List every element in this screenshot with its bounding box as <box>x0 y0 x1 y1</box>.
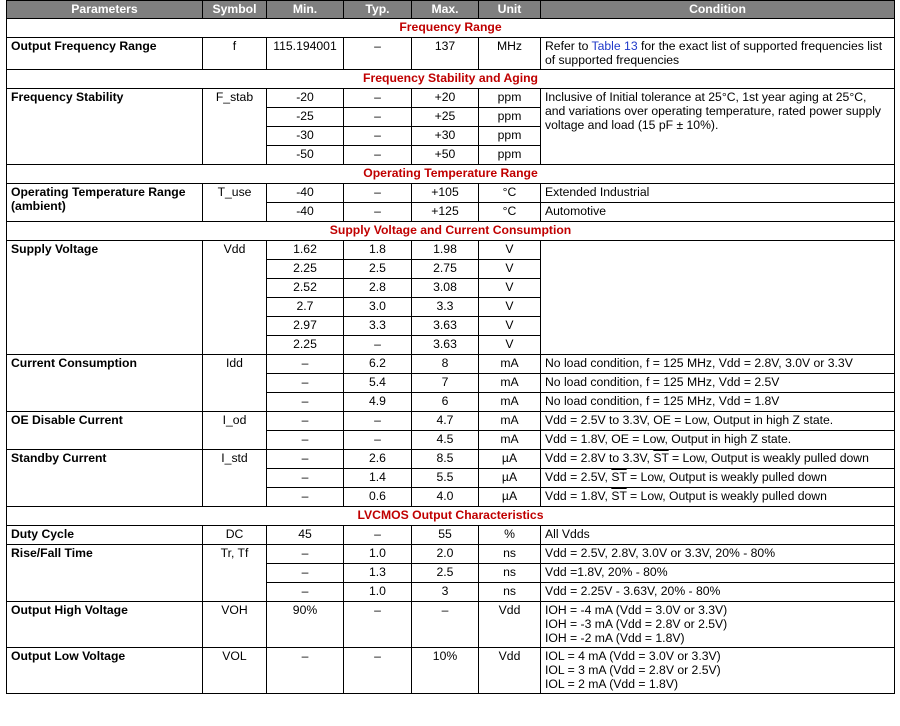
min-cell: – <box>267 583 344 602</box>
typ-cell: 1.0 <box>344 583 412 602</box>
param-name: Supply Voltage <box>7 241 203 355</box>
min-cell: 2.7 <box>267 298 344 317</box>
condition-cell <box>541 38 895 70</box>
unit-cell: µA <box>479 469 541 488</box>
table-row <box>7 648 895 694</box>
param-name: Duty Cycle <box>7 526 203 545</box>
unit-cell: µA <box>479 450 541 469</box>
unit-cell: °C <box>479 184 541 203</box>
unit-cell: ppm <box>479 89 541 108</box>
unit-cell: µA <box>479 488 541 507</box>
typ-cell: – <box>344 602 412 648</box>
condition-cell <box>541 450 895 469</box>
min-cell: – <box>267 545 344 564</box>
max-cell: 1.98 <box>412 241 479 260</box>
typ-cell: 1.3 <box>344 564 412 583</box>
condition-cell: No load condition, f = 125 MHz, Vdd = 1.8V <box>541 393 895 412</box>
header-max: Max. <box>412 1 479 19</box>
table-row <box>7 602 895 648</box>
symbol-cell: VOH <box>203 602 267 648</box>
max-cell: 6 <box>412 393 479 412</box>
max-cell: 7 <box>412 374 479 393</box>
min-cell: 2.25 <box>267 336 344 355</box>
typ-cell: – <box>344 203 412 222</box>
max-cell: +20 <box>412 89 479 108</box>
min-cell: – <box>267 564 344 583</box>
condition-cell: Vdd = 1.8V, OE = Low, Output in high Z state. <box>541 431 895 450</box>
unit-cell: % <box>479 526 541 545</box>
typ-cell: 1.8 <box>344 241 412 260</box>
max-cell: 3.08 <box>412 279 479 298</box>
min-cell: -20 <box>267 89 344 108</box>
header-row <box>7 1 895 19</box>
typ-cell: – <box>344 38 412 70</box>
min-cell: – <box>267 355 344 374</box>
unit-cell: V <box>479 241 541 260</box>
condition-line: IOL = 4 mA (Vdd = 3.0V or 3.3V) <box>545 649 721 663</box>
unit-cell: mA <box>479 412 541 431</box>
header-parameters: Parameters <box>7 1 203 19</box>
condition-text: = Low, Output is weakly pulled down <box>626 489 827 503</box>
symbol-cell: T_use <box>203 184 267 222</box>
section-row <box>7 507 895 526</box>
max-cell: 2.5 <box>412 564 479 583</box>
section-title: Frequency Range <box>7 19 895 38</box>
typ-cell: – <box>344 89 412 108</box>
condition-cell: All Vdds <box>541 526 895 545</box>
symbol-cell: I_od <box>203 412 267 450</box>
symbol-cell: Idd <box>203 355 267 412</box>
condition-cell <box>541 241 895 355</box>
min-cell: – <box>267 374 344 393</box>
unit-cell: Vdd <box>479 602 541 648</box>
max-cell: 5.5 <box>412 469 479 488</box>
min-cell: -40 <box>267 203 344 222</box>
symbol-cell: F_stab <box>203 89 267 165</box>
max-cell: 8 <box>412 355 479 374</box>
param-name: Output Frequency Range <box>7 38 203 70</box>
param-name: Output Low Voltage <box>7 648 203 694</box>
table-row <box>7 184 895 203</box>
min-cell: – <box>267 648 344 694</box>
condition-line: IOH = -2 mA (Vdd = 1.8V) <box>545 631 685 645</box>
min-cell: – <box>267 469 344 488</box>
max-cell: +25 <box>412 108 479 127</box>
param-name: Frequency Stability <box>7 89 203 165</box>
header-condition: Condition <box>541 1 895 19</box>
param-name: Current Consumption <box>7 355 203 412</box>
param-name: Rise/Fall Time <box>7 545 203 602</box>
unit-cell: V <box>479 260 541 279</box>
min-cell: 90% <box>267 602 344 648</box>
max-cell: 3.63 <box>412 336 479 355</box>
condition-cell: Vdd = 2.5V, 2.8V, 3.0V or 3.3V, 20% - 80% <box>541 545 895 564</box>
header-typ: Typ. <box>344 1 412 19</box>
max-cell: 4.7 <box>412 412 479 431</box>
condition-line: IOL = 3 mA (Vdd = 2.8V or 2.5V) <box>545 663 721 677</box>
max-cell: +105 <box>412 184 479 203</box>
typ-cell: 5.4 <box>344 374 412 393</box>
min-cell: – <box>267 412 344 431</box>
unit-cell: mA <box>479 431 541 450</box>
unit-cell: Vdd <box>479 648 541 694</box>
condition-text: Vdd = 2.8V to 3.3V, <box>545 451 654 465</box>
condition-text: Refer to <box>545 39 592 53</box>
typ-cell: 0.6 <box>344 488 412 507</box>
condition-cell: Vdd = 2.5V to 3.3V, OE = Low, Output in high Z state. <box>541 412 895 431</box>
st-overline-label: $\overline{ST}$ <box>611 489 627 503</box>
typ-cell: – <box>344 526 412 545</box>
condition-line: IOH = -3 mA (Vdd = 2.8V or 2.5V) <box>545 617 728 631</box>
condition-line: IOL = 2 mA (Vdd = 1.8V) <box>545 677 679 691</box>
unit-cell: ns <box>479 564 541 583</box>
unit-cell: mA <box>479 374 541 393</box>
param-name: OE Disable Current <box>7 412 203 450</box>
condition-cell: Extended Industrial <box>541 184 895 203</box>
section-row <box>7 19 895 38</box>
table-13-link[interactable]: Table 13 <box>591 39 638 53</box>
table-row <box>7 355 895 374</box>
section-title: Operating Temperature Range <box>7 165 895 184</box>
max-cell: +50 <box>412 146 479 165</box>
min-cell: 115.194001 <box>267 38 344 70</box>
table-row <box>7 450 895 469</box>
unit-cell: V <box>479 298 541 317</box>
symbol-cell: DC <box>203 526 267 545</box>
unit-cell: V <box>479 336 541 355</box>
symbol-cell: f <box>203 38 267 70</box>
typ-cell: 3.3 <box>344 317 412 336</box>
symbol-cell: I_std <box>203 450 267 507</box>
max-cell: 10% <box>412 648 479 694</box>
symbol-cell: VOL <box>203 648 267 694</box>
typ-cell: – <box>344 146 412 165</box>
typ-cell: – <box>344 412 412 431</box>
max-cell: +125 <box>412 203 479 222</box>
typ-cell: 2.8 <box>344 279 412 298</box>
max-cell: 3.63 <box>412 317 479 336</box>
typ-cell: 1.4 <box>344 469 412 488</box>
spec-table <box>6 0 895 694</box>
max-cell: 3 <box>412 583 479 602</box>
param-name: Standby Current <box>7 450 203 507</box>
min-cell: – <box>267 431 344 450</box>
section-row <box>7 222 895 241</box>
section-row <box>7 70 895 89</box>
condition-text: = Low, Output is weakly pulled down <box>668 451 869 465</box>
min-cell: 2.97 <box>267 317 344 336</box>
unit-cell: mA <box>479 355 541 374</box>
typ-cell: 2.5 <box>344 260 412 279</box>
param-name: Output High Voltage <box>7 602 203 648</box>
min-cell: – <box>267 488 344 507</box>
unit-cell: mA <box>479 393 541 412</box>
typ-cell: 6.2 <box>344 355 412 374</box>
header-min: Min. <box>267 1 344 19</box>
condition-cell <box>541 488 895 507</box>
min-cell: -25 <box>267 108 344 127</box>
unit-cell: ppm <box>479 127 541 146</box>
section-title: Frequency Stability and Aging <box>7 70 895 89</box>
condition-cell: No load condition, f = 125 MHz, Vdd = 2.5V <box>541 374 895 393</box>
max-cell: 137 <box>412 38 479 70</box>
typ-cell: – <box>344 108 412 127</box>
unit-cell: ns <box>479 583 541 602</box>
table-row <box>7 526 895 545</box>
max-cell: 4.5 <box>412 431 479 450</box>
symbol-cell: Tr, Tf <box>203 545 267 602</box>
section-title: Supply Voltage and Current Consumption <box>7 222 895 241</box>
table-row <box>7 545 895 564</box>
condition-cell <box>541 602 895 648</box>
condition-text: = Low, Output is weakly pulled down <box>626 470 827 484</box>
typ-cell: – <box>344 648 412 694</box>
header-unit: Unit <box>479 1 541 19</box>
min-cell: 1.62 <box>267 241 344 260</box>
table-row <box>7 412 895 431</box>
typ-cell: – <box>344 431 412 450</box>
st-overline-label: $\overline{ST}$ <box>611 470 627 484</box>
min-cell: – <box>267 393 344 412</box>
typ-cell: 1.0 <box>344 545 412 564</box>
table-row <box>7 89 895 108</box>
typ-cell: 4.9 <box>344 393 412 412</box>
max-cell: 2.0 <box>412 545 479 564</box>
typ-cell: 3.0 <box>344 298 412 317</box>
condition-cell: Automotive <box>541 203 895 222</box>
condition-cell: No load condition, f = 125 MHz, Vdd = 2.8V, 3.0V or 3.3V <box>541 355 895 374</box>
max-cell: 8.5 <box>412 450 479 469</box>
min-cell: 2.25 <box>267 260 344 279</box>
min-cell: 45 <box>267 526 344 545</box>
unit-cell: ppm <box>479 146 541 165</box>
condition-cell: Vdd =1.8V, 20% - 80% <box>541 564 895 583</box>
section-row <box>7 165 895 184</box>
table-row <box>7 241 895 260</box>
min-cell: 2.52 <box>267 279 344 298</box>
symbol-cell: Vdd <box>203 241 267 355</box>
min-cell: -30 <box>267 127 344 146</box>
max-cell: +30 <box>412 127 479 146</box>
max-cell: 4.0 <box>412 488 479 507</box>
condition-text: Vdd = 1.8V, <box>545 489 612 503</box>
condition-cell <box>541 648 895 694</box>
unit-cell: MHz <box>479 38 541 70</box>
typ-cell: 2.6 <box>344 450 412 469</box>
max-cell: – <box>412 602 479 648</box>
unit-cell: ns <box>479 545 541 564</box>
condition-text: Vdd = 2.5V, <box>545 470 612 484</box>
param-name: Operating Temperature Range (ambient) <box>7 184 203 222</box>
max-cell: 2.75 <box>412 260 479 279</box>
condition-cell: Inclusive of Initial tolerance at 25°C, 1st year aging at 25°C, and variations over operating temperature, rated power supply voltage and load (15 pF ± 10%). <box>541 89 895 165</box>
table-row <box>7 38 895 70</box>
condition-cell <box>541 469 895 488</box>
unit-cell: ppm <box>479 108 541 127</box>
unit-cell: V <box>479 279 541 298</box>
typ-cell: – <box>344 184 412 203</box>
condition-text: for the exact list of supported frequencies list of supported frequencies <box>545 39 883 67</box>
min-cell: -40 <box>267 184 344 203</box>
min-cell: -50 <box>267 146 344 165</box>
st-overline-label: $\overline{ST}$ <box>653 451 669 465</box>
typ-cell: – <box>344 127 412 146</box>
section-title: LVCMOS Output Characteristics <box>7 507 895 526</box>
condition-cell: Vdd = 2.25V - 3.63V, 20% - 80% <box>541 583 895 602</box>
unit-cell: V <box>479 317 541 336</box>
condition-line: IOH = -4 mA (Vdd = 3.0V or 3.3V) <box>545 603 728 617</box>
unit-cell: °C <box>479 203 541 222</box>
header-symbol: Symbol <box>203 1 267 19</box>
min-cell: – <box>267 450 344 469</box>
max-cell: 55 <box>412 526 479 545</box>
typ-cell: – <box>344 336 412 355</box>
max-cell: 3.3 <box>412 298 479 317</box>
